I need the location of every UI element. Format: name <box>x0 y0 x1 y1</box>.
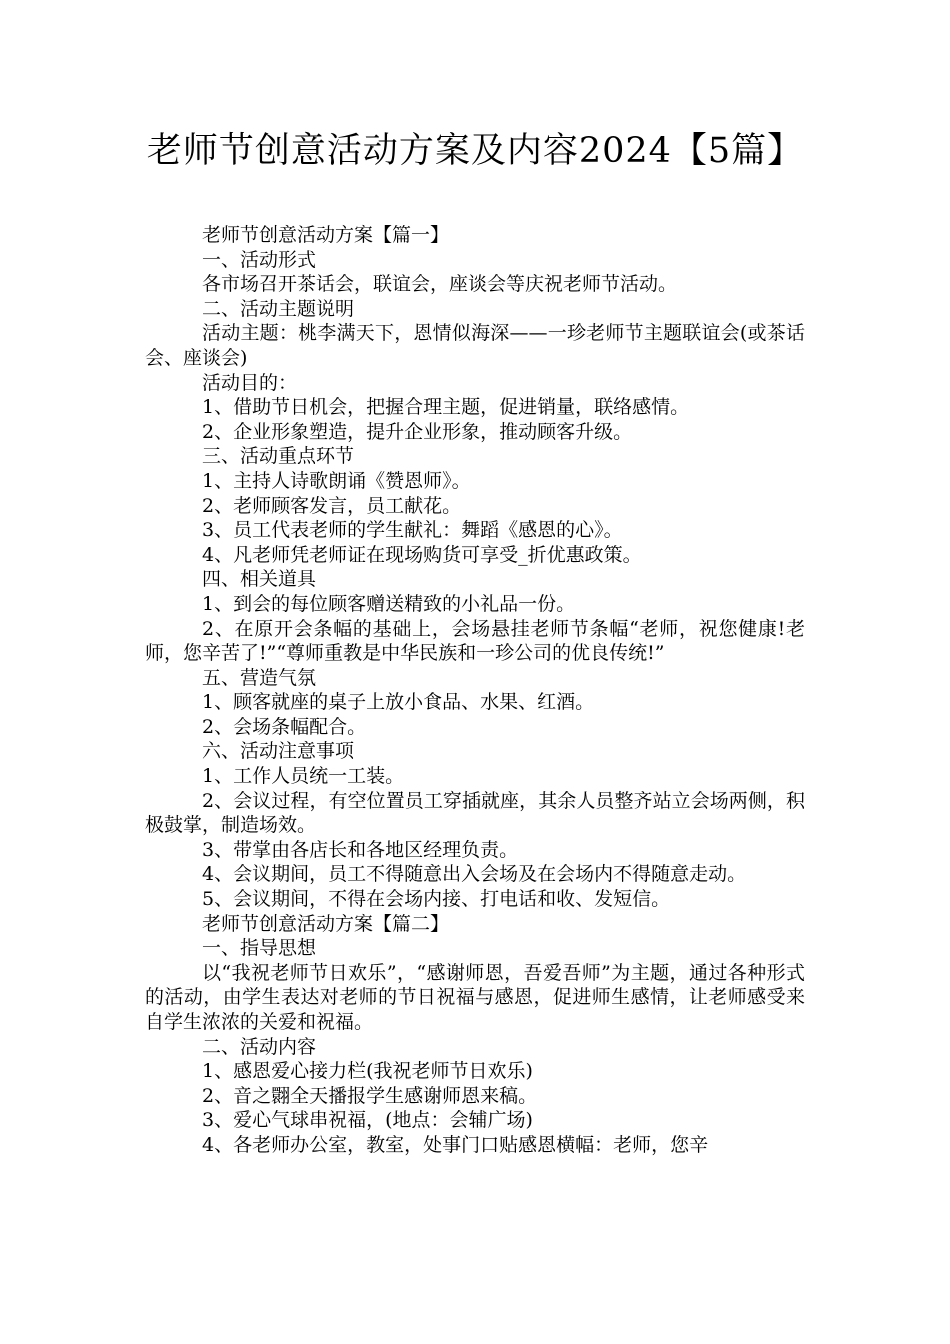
paragraph: 5、会议期间，不得在会场内接、打电话和收、发短信。 <box>202 888 671 911</box>
paragraph: 五、营造气氛 <box>202 666 317 689</box>
document-title: 老师节创意活动方案及内容2024【5篇】 <box>146 131 804 171</box>
paragraph: 1、到会的每位顾客赠送精致的小礼品一份。 <box>202 592 576 615</box>
paragraph: 2、会场条幅配合。 <box>202 715 367 738</box>
paragraph: 2、老师顾客发言，员工献花。 <box>202 494 462 517</box>
paragraph: 老师节创意活动方案【篇二】 <box>202 912 450 935</box>
paragraph: 活动目的： <box>202 371 298 394</box>
paragraph: 4、凡老师凭老师证在现场购货可享受_折优惠政策。 <box>202 543 642 566</box>
paragraph: 活动主题：桃李满天下，恩情似海深——一珍老师节主题联谊会(或茶话会、座谈会) <box>145 322 805 369</box>
paragraph: 老师节创意活动方案【篇一】 <box>202 224 450 246</box>
document-body <box>145 223 805 1158</box>
paragraph: 三、活动重点环节 <box>202 445 355 468</box>
paragraph: 2、会议过程，有空位置员工穿插就座，其余人员整齐站立会场两侧，积极鼓掌，制造场效。 <box>145 789 805 837</box>
paragraph: 4、会议期间，员工不得随意出入会场及在会场内不得随意走动。 <box>202 863 747 886</box>
paragraph: 一、活动形式 <box>202 248 317 271</box>
paragraph: 1、工作人员统一工装。 <box>202 765 405 788</box>
paragraph: 3、爱心气球串祝福，(地点：会辅广场) <box>202 1109 533 1132</box>
paragraph: 1、借助节日机会，把握合理主题，促进销量，联络感情。 <box>202 396 690 419</box>
paragraph: 二、活动内容 <box>202 1035 317 1058</box>
paragraph: 各市场召开茶话会，联谊会，座谈会等庆祝老师节活动。 <box>202 273 678 296</box>
paragraph: 2、音之翾全天播报学生感谢师恩来稿。 <box>202 1084 538 1107</box>
paragraph: 以“我祝老师节日欢乐”，“感谢师恩，吾爱吾师”为主题，通过各种形式的活动，由学生表达对老师的节日祝福与感恩，促进师生感情，让老师感受来自学生浓浓的关爱和祝福。 <box>145 961 805 1033</box>
paragraph: 二、活动主题说明 <box>202 297 355 320</box>
paragraph: 4、各老师办公室，教室，处事门口贴感恩横幅：老师，您辛 <box>202 1133 709 1156</box>
paragraph: 四、相关道具 <box>202 568 317 591</box>
paragraph: 1、感恩爱心接力栏(我祝老师节日欢乐) <box>202 1060 533 1083</box>
paragraph: 2、在原开会条幅的基础上，会场悬挂老师节条幅“老师，祝您健康!老师，您辛苦了!”“尊师重教是中华民族和一珍公司的优良传统!” <box>145 617 805 665</box>
paragraph: 一、指导思想 <box>202 937 317 960</box>
paragraph: 六、活动注意事项 <box>202 740 355 763</box>
paragraph: 3、员工代表老师的学生献礼：舞蹈《感恩的心》。 <box>202 519 623 542</box>
paragraph: 3、带掌由各店长和各地区经理负责。 <box>202 838 519 861</box>
paragraph: 1、主持人诗歌朗诵《赞恩师》。 <box>202 469 471 492</box>
paragraph: 1、顾客就座的桌子上放小食品、水果、红酒。 <box>202 691 595 714</box>
paragraph: 2、企业形象塑造，提升企业形象，推动顾客升级。 <box>202 420 633 443</box>
